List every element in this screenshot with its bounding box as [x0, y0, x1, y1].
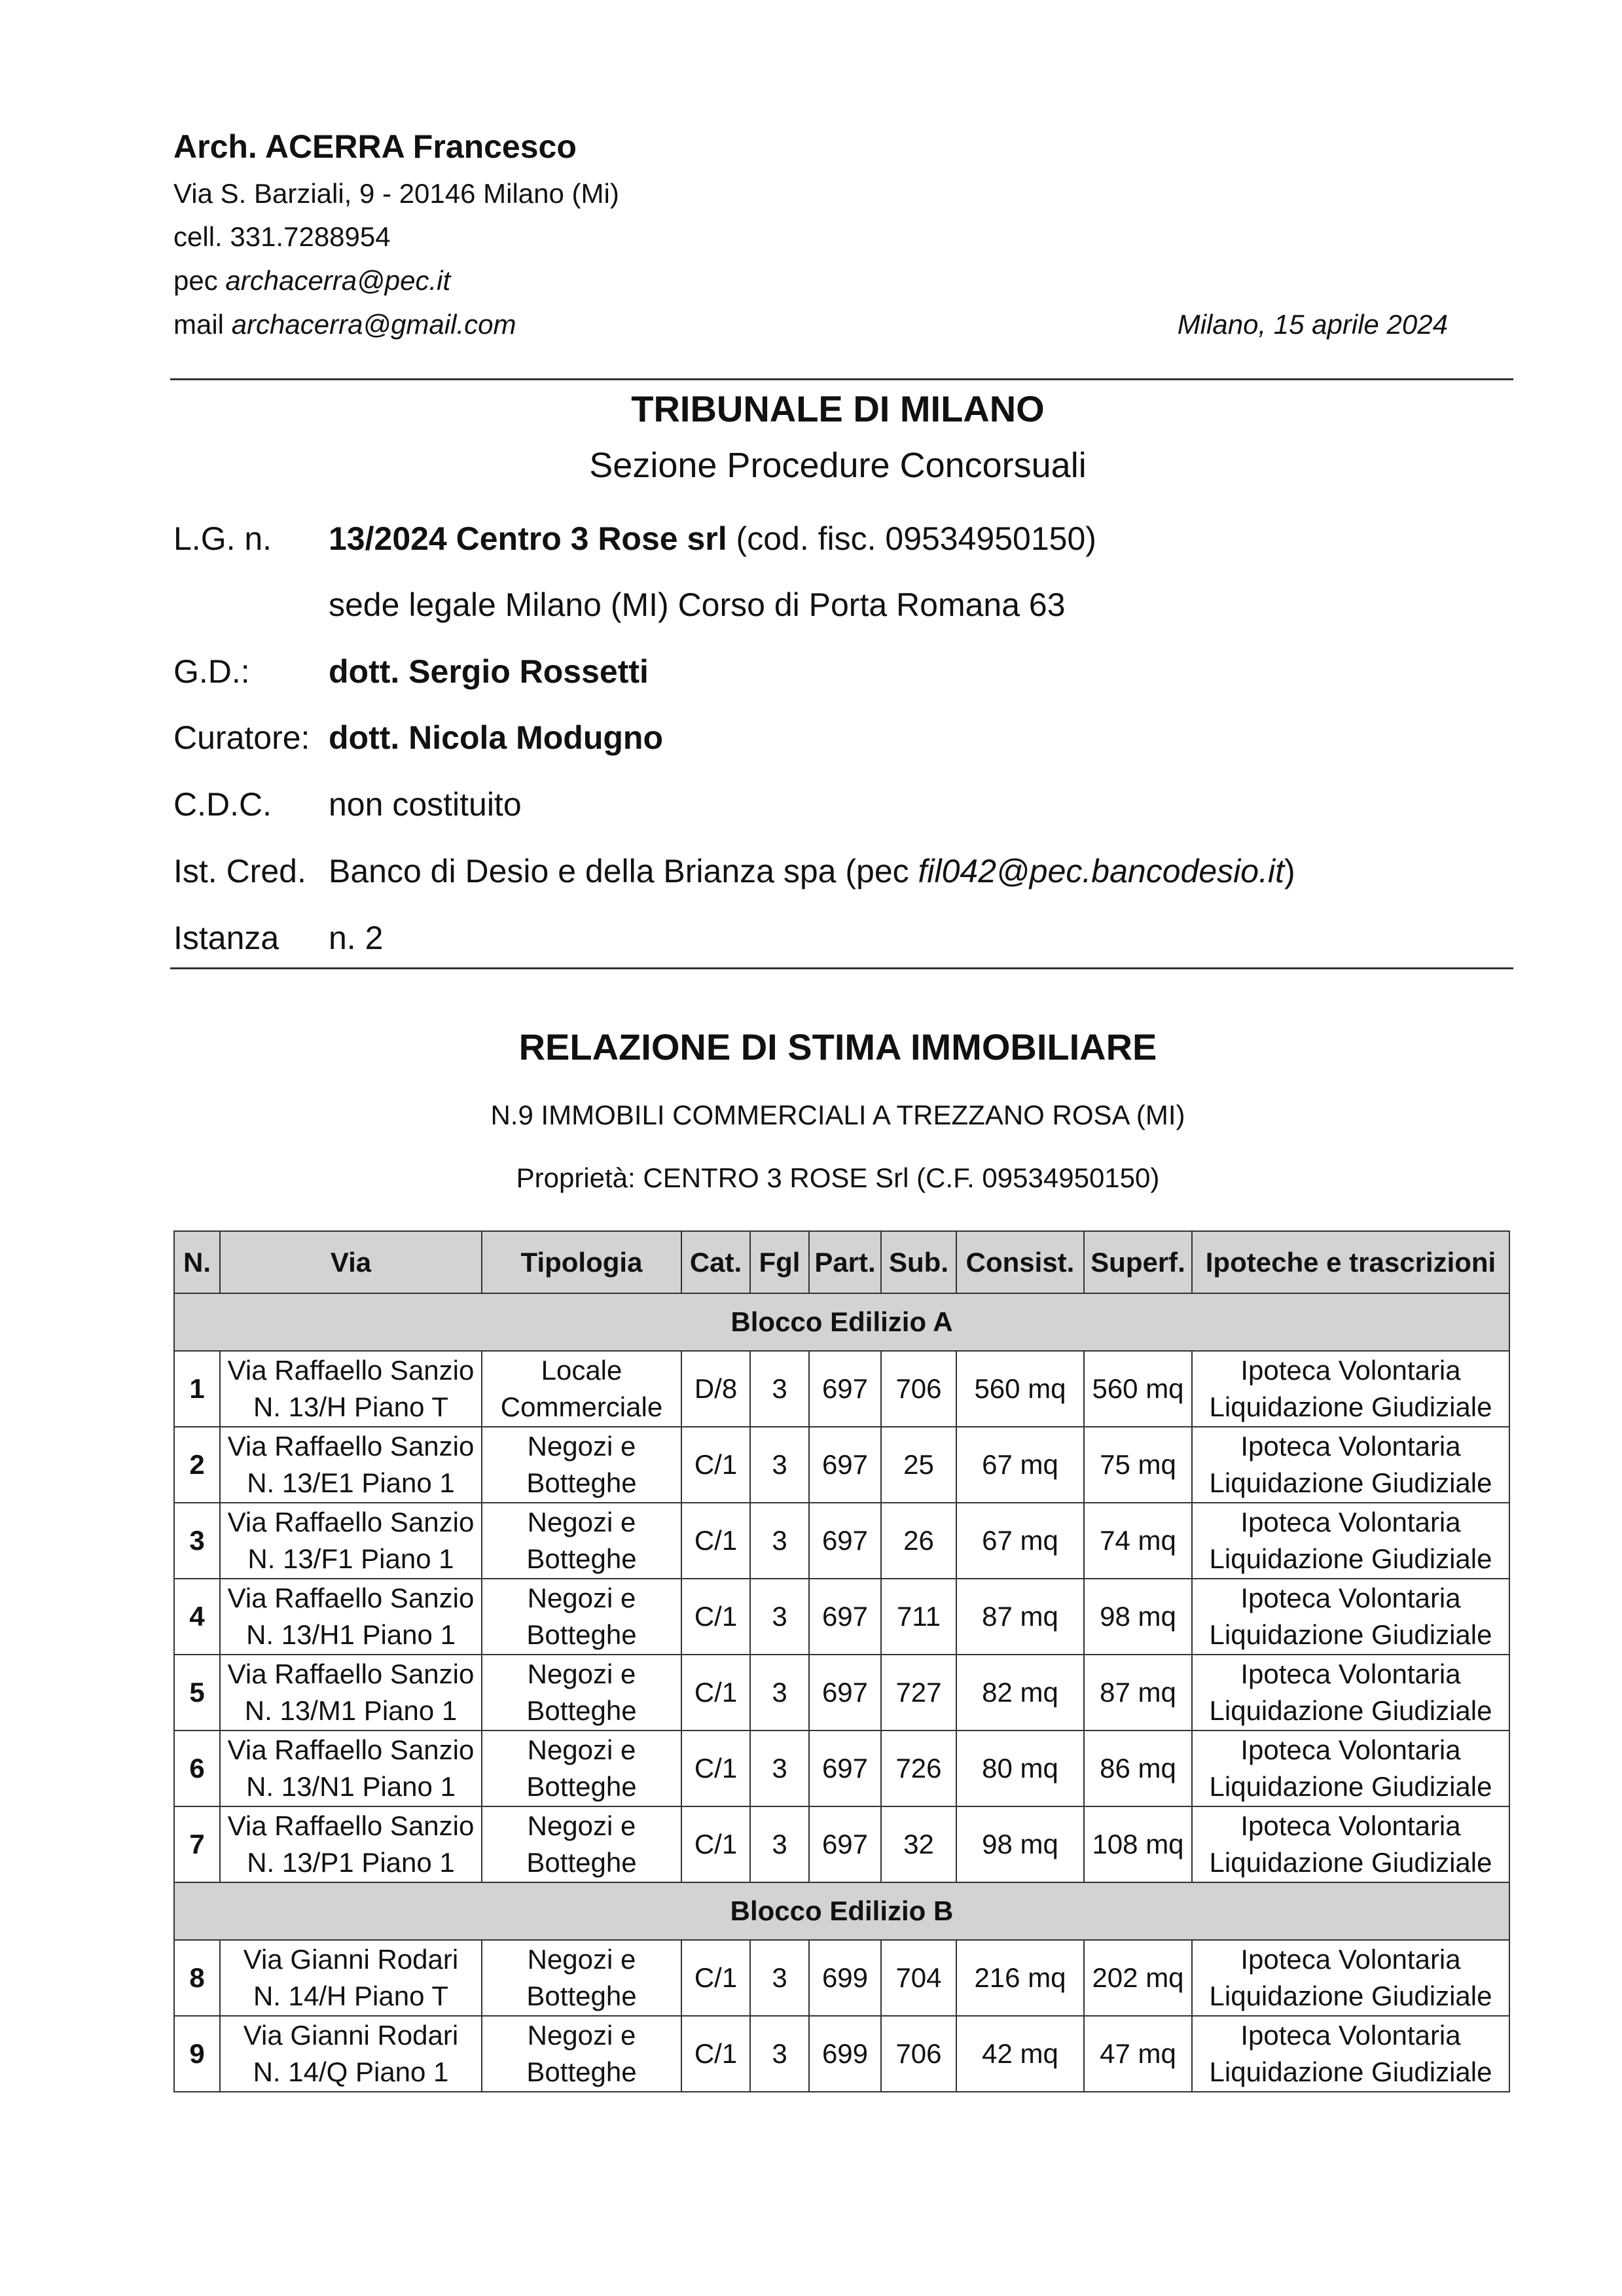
cell-via [220, 1503, 482, 1579]
properties-table [173, 1230, 1510, 2092]
sender-name: Arch. ACERRA Francesco [173, 128, 577, 165]
column-header-part: Part. [809, 1231, 881, 1293]
cell-cat [681, 1427, 750, 1503]
cell-part-text: 697 [821, 1373, 869, 1404]
cell-number [174, 1731, 220, 1806]
cell-sub [881, 1940, 956, 2016]
cell-sub-text: 32 [903, 1829, 934, 1859]
cell-tipologia-text: Negozi e [527, 1944, 636, 1975]
sender-cell: cell. 331.7288954 [173, 221, 391, 252]
cell-fgl-text: 3 [772, 1829, 787, 1859]
lg-label: L.G. n. [173, 520, 272, 557]
column-header-via: Via [220, 1231, 482, 1293]
cell-superf-text: 87 mq [1100, 1677, 1176, 1708]
cell-ipoteche-text: Liquidazione Giudiziale [1209, 1695, 1492, 1726]
cell-cat [681, 2016, 750, 2092]
cell-part-text: 699 [821, 1962, 869, 1993]
place-date: Milano, 15 aprile 2024 [1177, 309, 1448, 340]
cell-tipologia-text: Negozi e [527, 1734, 636, 1765]
cell-cat [681, 1655, 750, 1731]
cell-fgl-text: 3 [772, 1373, 787, 1404]
cell-via [220, 1427, 482, 1503]
cell-via-text: Via Raffaello Sanzio [227, 1810, 475, 1841]
cell-ipoteche-text: Ipoteca Volontaria [1240, 1659, 1461, 1689]
table-row [174, 1579, 1509, 1655]
cell-number-text: 2 [189, 1449, 205, 1480]
cell-ipoteche-text: Ipoteca Volontaria [1240, 1583, 1461, 1613]
cell-number-text: 3 [189, 1525, 205, 1556]
column-header-superf: Superf. [1084, 1231, 1192, 1293]
cell-tipologia [482, 1579, 681, 1655]
cell-via-text: N. 14/Q Piano 1 [253, 2056, 449, 2087]
cell-superf-text: 86 mq [1100, 1753, 1176, 1784]
report-subtitle: N.9 IMMOBILI COMMERCIALI A TREZZANO ROSA (MI) [490, 1100, 1185, 1130]
pec-link[interactable]: archacerra@pec.it [225, 265, 451, 296]
cell-part-text: 697 [821, 1753, 869, 1784]
cell-cat [681, 1806, 750, 1882]
cell-via-text: N. 13/H1 Piano 1 [246, 1619, 456, 1650]
cell-number [174, 1940, 220, 2016]
cell-number-text: 5 [189, 1677, 205, 1708]
istcred-label: Ist. Cred. [173, 853, 306, 889]
cell-via-text: Via Raffaello Sanzio [227, 1507, 475, 1537]
block-header-row [174, 1882, 1509, 1940]
cell-number-text: 4 [189, 1601, 205, 1632]
cell-part [809, 2016, 881, 2092]
istcred-bank: Banco di Desio e della Brianza spa (pec [329, 853, 918, 889]
cell-tipologia [482, 1731, 681, 1806]
cell-consist [956, 1806, 1084, 1882]
sender-mail [173, 309, 516, 340]
court-title: TRIBUNALE DI MILANO [631, 388, 1045, 429]
cell-via-text: Via Raffaello Sanzio [227, 1734, 475, 1765]
cell-sub-text: 704 [895, 1962, 942, 1993]
cell-via-text: N. 13/M1 Piano 1 [244, 1695, 458, 1726]
cell-fgl [750, 1731, 809, 1806]
cell-superf [1084, 2016, 1192, 2092]
block-name: Blocco Edilizio A [174, 1293, 1509, 1351]
cell-via [220, 1731, 482, 1806]
cell-ipoteche-text: Liquidazione Giudiziale [1209, 1543, 1492, 1574]
cell-part [809, 1351, 881, 1427]
cell-via-text: N. 13/H Piano T [253, 1391, 449, 1422]
cell-via-text: Via Raffaello Sanzio [227, 1659, 475, 1689]
cell-cat [681, 1351, 750, 1427]
cell-consist-text: 67 mq [982, 1449, 1058, 1480]
gd-label: G.D.: [173, 653, 250, 690]
cell-fgl-text: 3 [772, 1449, 787, 1480]
cell-part [809, 1731, 881, 1806]
istcred-value [329, 852, 1295, 890]
cell-fgl [750, 1806, 809, 1882]
cell-tipologia-text: Botteghe [526, 2056, 637, 2087]
cell-superf [1084, 1427, 1192, 1503]
cell-tipologia-text: Locale [541, 1355, 622, 1386]
istcred-close: ) [1284, 853, 1295, 889]
cell-tipologia [482, 1806, 681, 1882]
cell-part [809, 1940, 881, 2016]
cell-ipoteche-text: Liquidazione Giudiziale [1209, 1981, 1492, 2011]
cell-number-text: 8 [189, 1962, 205, 1993]
cell-cat-text: C/1 [694, 1525, 738, 1556]
cell-number [174, 1503, 220, 1579]
cell-superf-text: 98 mq [1100, 1601, 1176, 1632]
cell-tipologia-text: Negozi e [527, 1659, 636, 1689]
lg-fiscal-code: (cod. fisc. 09534950150) [727, 520, 1096, 557]
cell-part-text: 697 [821, 1449, 869, 1480]
cell-cat-text: C/1 [694, 2038, 738, 2069]
cell-tipologia [482, 1940, 681, 2016]
cell-part [809, 1806, 881, 1882]
cell-tipologia-text: Commerciale [500, 1391, 663, 1422]
cell-fgl-text: 3 [772, 1962, 787, 1993]
cell-consist [956, 2016, 1084, 2092]
cell-tipologia-text: Botteghe [526, 1467, 637, 1498]
cell-ipoteche [1192, 1503, 1509, 1579]
table-row [174, 1806, 1509, 1882]
cell-fgl-text: 3 [772, 1753, 787, 1784]
cell-via-text: N. 14/H Piano T [253, 1981, 449, 2011]
cell-via-text: N. 13/P1 Piano 1 [247, 1847, 455, 1878]
column-header-cat: Cat. [681, 1231, 750, 1293]
mail-label: mail [173, 309, 232, 340]
cell-ipoteche [1192, 1427, 1509, 1503]
cell-sub [881, 1731, 956, 1806]
cell-sub-text: 726 [895, 1753, 942, 1784]
cell-ipoteche-text: Ipoteca Volontaria [1240, 1507, 1461, 1537]
cell-via-text: N. 13/N1 Piano 1 [246, 1771, 456, 1802]
cell-tipologia-text: Botteghe [526, 1847, 637, 1878]
cell-fgl [750, 1579, 809, 1655]
cell-tipologia [482, 1427, 681, 1503]
cell-consist-text: 80 mq [982, 1753, 1058, 1784]
cell-fgl [750, 1655, 809, 1731]
cell-consist [956, 1731, 1084, 1806]
cell-superf [1084, 1503, 1192, 1579]
cell-superf-text: 108 mq [1092, 1829, 1184, 1859]
cell-superf [1084, 1731, 1192, 1806]
cell-fgl-text: 3 [772, 1525, 787, 1556]
column-header-n: N. [174, 1231, 220, 1293]
cell-fgl [750, 1351, 809, 1427]
cell-ipoteche [1192, 1731, 1509, 1806]
cell-cat-text: C/1 [694, 1449, 738, 1480]
cell-superf [1084, 1940, 1192, 2016]
cell-fgl [750, 1940, 809, 2016]
cell-ipoteche [1192, 1579, 1509, 1655]
column-header-sub: Sub. [881, 1231, 956, 1293]
cell-cat-text: C/1 [694, 1677, 738, 1708]
cell-tipologia-text: Botteghe [526, 1695, 637, 1726]
cell-via [220, 1579, 482, 1655]
cell-ipoteche-text: Ipoteca Volontaria [1240, 1944, 1461, 1975]
cell-sub [881, 1655, 956, 1731]
cell-part-text: 699 [821, 2038, 869, 2069]
cell-sub-text: 711 [897, 1601, 941, 1632]
cell-number [174, 1351, 220, 1427]
table-header-row [174, 1231, 1509, 1293]
cell-consist-text: 216 mq [974, 1962, 1066, 1993]
cell-tipologia-text: Negozi e [527, 1810, 636, 1841]
cell-fgl-text: 3 [772, 1601, 787, 1632]
sender-pec [173, 265, 450, 296]
cell-part [809, 1579, 881, 1655]
cell-ipoteche-text: Liquidazione Giudiziale [1209, 1391, 1492, 1422]
pec-label: pec [173, 265, 226, 296]
cell-part [809, 1503, 881, 1579]
table-row [174, 1940, 1509, 2016]
cell-part-text: 697 [821, 1525, 869, 1556]
table-row [174, 1503, 1509, 1579]
cell-fgl [750, 1503, 809, 1579]
cell-cat [681, 1940, 750, 2016]
lg-case-number: 13/2024 Centro 3 Rose srl [329, 520, 727, 557]
cell-tipologia-text: Botteghe [526, 1619, 637, 1650]
cell-sub-text: 26 [903, 1525, 934, 1556]
cell-consist [956, 1351, 1084, 1427]
cell-fgl [750, 2016, 809, 2092]
cell-ipoteche-text: Liquidazione Giudiziale [1209, 1771, 1492, 1802]
cell-via [220, 1351, 482, 1427]
cell-via [220, 1806, 482, 1882]
cell-consist-text: 98 mq [982, 1829, 1058, 1859]
cell-consist [956, 1940, 1084, 2016]
block-name: Blocco Edilizio B [174, 1882, 1509, 1940]
table-row [174, 1351, 1509, 1427]
cell-part-text: 697 [821, 1829, 869, 1859]
cell-sub [881, 1427, 956, 1503]
cell-tipologia [482, 1655, 681, 1731]
cell-number [174, 1427, 220, 1503]
report-ownership: Proprietà: CENTRO 3 ROSE Srl (C.F. 09534950150) [516, 1162, 1160, 1193]
cell-via-text: N. 13/E1 Piano 1 [247, 1467, 455, 1498]
cell-sub [881, 2016, 956, 2092]
cell-ipoteche [1192, 1806, 1509, 1882]
cell-consist [956, 1655, 1084, 1731]
cell-cat [681, 1503, 750, 1579]
cell-consist [956, 1579, 1084, 1655]
cell-fgl-text: 3 [772, 1677, 787, 1708]
cell-via-text: N. 13/F1 Piano 1 [247, 1543, 454, 1574]
table-row [174, 2016, 1509, 2092]
cell-consist [956, 1503, 1084, 1579]
cell-sub [881, 1806, 956, 1882]
cell-cat [681, 1579, 750, 1655]
cell-ipoteche-text: Ipoteca Volontaria [1240, 1734, 1461, 1765]
gd-value: dott. Sergio Rossetti [329, 653, 649, 690]
cell-part-text: 697 [821, 1677, 869, 1708]
cell-ipoteche-text: Ipoteca Volontaria [1240, 1810, 1461, 1841]
cell-ipoteche-text: Ipoteca Volontaria [1240, 1431, 1461, 1462]
cell-tipologia-text: Botteghe [526, 1981, 637, 2011]
cell-cat-text: C/1 [694, 1962, 738, 1993]
cell-fgl-text: 3 [772, 2038, 787, 2069]
divider-top [170, 378, 1513, 380]
cell-tipologia [482, 1503, 681, 1579]
cell-tipologia-text: Botteghe [526, 1771, 637, 1802]
cell-superf-text: 560 mq [1092, 1373, 1184, 1404]
cell-superf-text: 75 mq [1100, 1449, 1176, 1480]
istanza-value: n. 2 [329, 920, 384, 956]
report-title: RELAZIONE DI STIMA IMMOBILIARE [518, 1026, 1157, 1067]
cell-sub-text: 727 [895, 1677, 942, 1708]
cell-consist-text: 67 mq [982, 1525, 1058, 1556]
cell-cat-text: C/1 [694, 1753, 738, 1784]
cell-sub-text: 25 [903, 1449, 934, 1480]
cell-part-text: 697 [821, 1601, 869, 1632]
column-header-fgl: Fgl [750, 1231, 809, 1293]
block-header-row [174, 1293, 1509, 1351]
cell-number-text: 9 [189, 2038, 205, 2069]
seat-value: sede legale Milano (MI) Corso di Porta Romana 63 [329, 586, 1066, 623]
cell-tipologia [482, 1351, 681, 1427]
cell-superf-text: 74 mq [1100, 1525, 1176, 1556]
cell-fgl [750, 1427, 809, 1503]
cell-ipoteche-text: Liquidazione Giudiziale [1209, 1467, 1492, 1498]
cell-consist [956, 1427, 1084, 1503]
cell-superf-text: 202 mq [1092, 1962, 1184, 1993]
cell-consist-text: 560 mq [974, 1373, 1066, 1404]
cell-consist-text: 42 mq [982, 2038, 1058, 2069]
cell-via-text: Via Gianni Rodari [243, 2020, 459, 2051]
cell-via-text: Via Raffaello Sanzio [227, 1355, 475, 1386]
cell-tipologia-text: Negozi e [527, 1583, 636, 1613]
curatore-label: Curatore: [173, 719, 310, 756]
istanza-label: Istanza [173, 920, 279, 956]
cell-ipoteche [1192, 1940, 1509, 2016]
lg-value [329, 520, 1096, 558]
cell-part [809, 1655, 881, 1731]
cell-number-text: 7 [189, 1829, 205, 1859]
cell-superf [1084, 1655, 1192, 1731]
cell-via-text: Via Raffaello Sanzio [227, 1431, 475, 1462]
cell-superf-text: 47 mq [1100, 2038, 1176, 2069]
cell-sub [881, 1351, 956, 1427]
cell-sub-text: 706 [895, 2038, 942, 2069]
cell-part [809, 1427, 881, 1503]
cdc-label: C.D.C. [173, 786, 272, 823]
curatore-value: dott. Nicola Modugno [329, 719, 664, 756]
cell-sub [881, 1503, 956, 1579]
court-section: Sezione Procedure Concorsuali [589, 446, 1087, 485]
cell-ipoteche [1192, 2016, 1509, 2092]
cell-ipoteche-text: Liquidazione Giudiziale [1209, 1847, 1492, 1878]
mail-link[interactable]: archacerra@gmail.com [231, 309, 516, 340]
cell-superf [1084, 1579, 1192, 1655]
column-header-consist: Consist. [956, 1231, 1084, 1293]
divider-bottom [170, 967, 1513, 969]
cell-ipoteche [1192, 1351, 1509, 1427]
cell-via-text: Via Gianni Rodari [243, 1944, 459, 1975]
cell-tipologia-text: Botteghe [526, 1543, 637, 1574]
cell-sub-text: 706 [895, 1373, 942, 1404]
sender-address: Via S. Barziali, 9 - 20146 Milano (Mi) [173, 178, 619, 209]
table-row [174, 1655, 1509, 1731]
cell-tipologia-text: Negozi e [527, 1507, 636, 1537]
cdc-value: non costituito [329, 786, 522, 823]
cell-number [174, 1655, 220, 1731]
cell-superf [1084, 1351, 1192, 1427]
table-row [174, 1427, 1509, 1503]
cell-ipoteche [1192, 1655, 1509, 1731]
cell-number [174, 1806, 220, 1882]
cell-via [220, 2016, 482, 2092]
cell-superf [1084, 1806, 1192, 1882]
cell-consist-text: 82 mq [982, 1677, 1058, 1708]
cell-consist-text: 87 mq [982, 1601, 1058, 1632]
cell-ipoteche-text: Liquidazione Giudiziale [1209, 1619, 1492, 1650]
cell-tipologia-text: Negozi e [527, 2020, 636, 2051]
cell-sub [881, 1579, 956, 1655]
cell-number [174, 2016, 220, 2092]
column-header-ipoteche: Ipoteche e trascrizioni [1192, 1231, 1509, 1293]
cell-number-text: 6 [189, 1753, 205, 1784]
cell-cat-text: C/1 [694, 1829, 738, 1859]
cell-cat-text: D/8 [694, 1373, 738, 1404]
cell-cat-text: C/1 [694, 1601, 738, 1632]
cell-number-text: 1 [189, 1373, 205, 1404]
cell-number [174, 1579, 220, 1655]
cell-via-text: Via Raffaello Sanzio [227, 1583, 475, 1613]
column-header-tipologia: Tipologia [482, 1231, 681, 1293]
cell-ipoteche-text: Ipoteca Volontaria [1240, 1355, 1461, 1386]
istcred-pec-link[interactable]: fil042@pec.bancodesio.it [918, 853, 1284, 889]
cell-ipoteche-text: Liquidazione Giudiziale [1209, 2056, 1492, 2087]
cell-via [220, 1940, 482, 2016]
cell-via [220, 1655, 482, 1731]
cell-tipologia-text: Negozi e [527, 1431, 636, 1462]
cell-cat [681, 1731, 750, 1806]
cell-ipoteche-text: Ipoteca Volontaria [1240, 2020, 1461, 2051]
table-row [174, 1731, 1509, 1806]
cell-tipologia [482, 2016, 681, 2092]
